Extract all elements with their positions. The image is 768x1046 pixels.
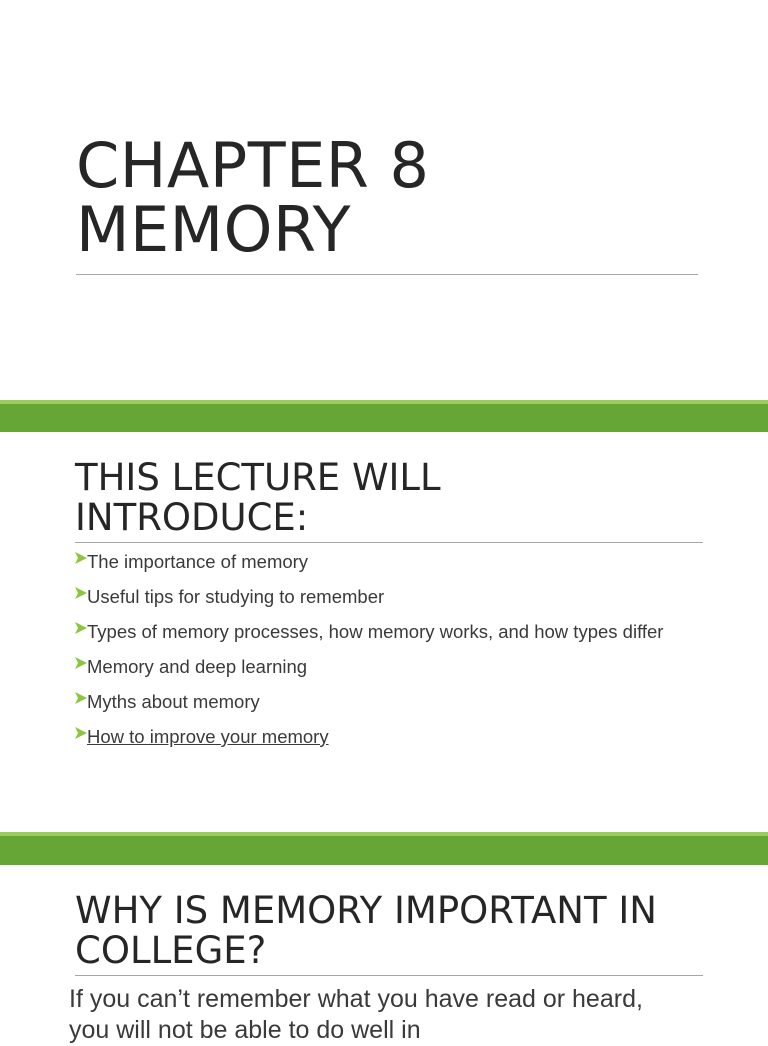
bullet-text: Useful tips for studying to remember — [87, 586, 385, 607]
heading-line-2: INTRODUCE: — [75, 496, 309, 539]
slide-agenda — [0, 432, 768, 832]
bullet-text: Types of memory processes, how memory works, and how types differ — [87, 621, 664, 642]
bullet-item — [70, 550, 670, 573]
title-divider — [76, 274, 698, 275]
title-line-2: MEMORY — [76, 193, 351, 266]
slide-title — [0, 0, 768, 400]
heading-line-2: COLLEGE? — [75, 929, 267, 972]
heading-line-1: WHY IS MEMORY IMPORTANT IN — [75, 889, 657, 932]
arrow-bullet-icon — [75, 621, 87, 635]
agenda-bullet-list — [70, 550, 670, 760]
arrow-bullet-icon — [75, 691, 87, 705]
heading-divider — [75, 542, 703, 543]
slide-title-heading — [76, 129, 430, 266]
bullet-text: The importance of memory — [87, 551, 309, 572]
slide-separator — [0, 832, 768, 865]
bullet-item — [70, 655, 670, 678]
bullet-item[interactable] — [70, 725, 670, 748]
heading-line-1: THIS LECTURE WILL — [75, 456, 441, 499]
agenda-heading — [75, 458, 441, 538]
slide-why-memory — [0, 865, 768, 1044]
title-line-1: CHAPTER 8 — [76, 129, 430, 202]
body-paragraph — [69, 984, 709, 1046]
why-heading — [75, 891, 657, 971]
bullet-link[interactable]: How to improve your memory — [87, 726, 329, 747]
bullet-item — [70, 620, 670, 643]
bullet-text: Memory and deep learning — [87, 656, 308, 677]
bullet-item — [70, 690, 670, 713]
arrow-bullet-icon — [75, 726, 87, 740]
bullet-text: Myths about memory — [87, 691, 260, 712]
bullet-item — [70, 585, 670, 608]
arrow-bullet-icon — [75, 586, 87, 600]
body-line-2: you will not be able to do well in — [69, 1016, 421, 1044]
heading-divider — [75, 975, 703, 976]
body-line-1: If you can’t remember what you have read or heard, — [69, 985, 643, 1013]
arrow-bullet-icon — [75, 656, 87, 670]
slide-separator — [0, 400, 768, 432]
arrow-bullet-icon — [75, 551, 87, 565]
